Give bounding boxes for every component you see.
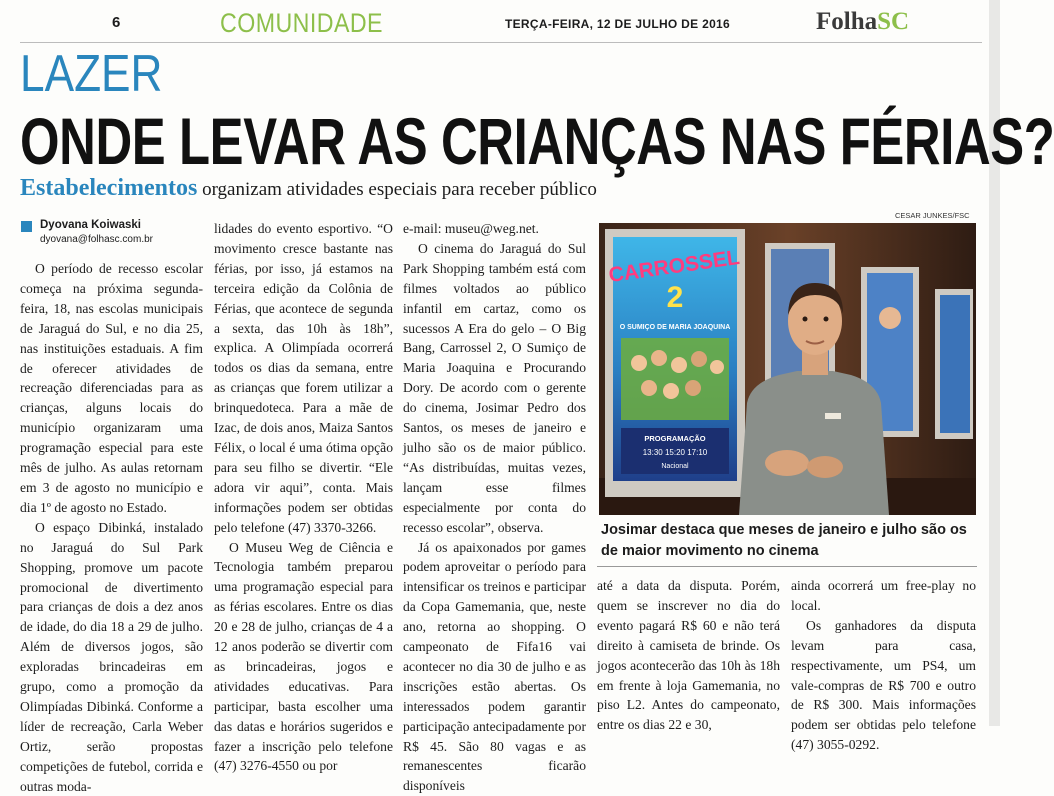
section-title: COMUNIDADE bbox=[220, 8, 383, 39]
article-column-2 bbox=[214, 219, 393, 726]
page-number: 6 bbox=[112, 14, 120, 31]
poster-subtitle: O SUMIÇO DE MARIA JOAQUINA bbox=[620, 324, 731, 331]
article-column-4 bbox=[597, 576, 780, 726]
article-photo bbox=[599, 223, 976, 515]
poster-number: 2 bbox=[667, 281, 684, 314]
photo-caption: Josimar destaca que meses de janeiro e julho são os de maior movimento no cinema bbox=[601, 520, 981, 562]
poster-label: PROGRAMAÇÃO bbox=[644, 434, 705, 443]
article-subhead bbox=[20, 175, 597, 202]
paragraph: O espaço Dibinká, instalado no Jaraguá do Sul Park Shopping, promove um pacote promocional de divertimento para crianças de dois a dez anos de idade, do dia 18 a 29 de julho. Além de diversos jogos, são exploradas brincadeiras em grupo, como a promoção da Olimpíadas Dibinká. Conforme a líder de recreação, Carla Weber Ortiz, serão propostas competições de futebol, corrida e outras moda- bbox=[20, 518, 203, 796]
poster-title: CARROSSEL bbox=[607, 246, 741, 287]
article-column-5 bbox=[791, 576, 976, 726]
paragraph: O cinema do Jaraguá do Sul Park Shopping também está com filmes voltados ao público infantil em cartaz, como os sucessos A Era do gelo – O Big Bang, Carrossel 2, O Sumiço de Maria Joaquina e Procurando Dory. De acordo com o gerente do cinema, Josimar Pedro dos Santos, os meses de janeiro e julho são os de maior público. “As distribuídas, muitas vezes, lançam esse filmes especialmente por conta do recesso escolar”, observa. bbox=[403, 239, 586, 538]
poster-lang: Nacional bbox=[661, 463, 689, 470]
photo-credit: CESAR JUNKES/FSC bbox=[895, 211, 970, 220]
issue-date: TERÇA-FEIRA, 12 DE JULHO DE 2016 bbox=[505, 17, 730, 31]
paragraph: ainda ocorrerá um free-play no local. bbox=[791, 576, 976, 616]
paragraph: O período de recesso escolar começa na próxima segunda-feira, 18, nas escolas municipais de Jaraguá do Sul, e no dia 25, nas instituições estaduais. A fim de oferecer atividades de recreação diferenciadas para as crianças, alguns locais do município organizaram uma programação especial para este mês de julho. As aulas retornam em 3 de agosto no município e dia 1º de agosto no Estado. bbox=[20, 259, 203, 518]
article-kicker: LAZER bbox=[20, 48, 162, 100]
article-column-1 bbox=[20, 259, 203, 726]
poster-times: 13:30 15:20 17:10 bbox=[643, 448, 708, 457]
paragraph: Os ganhadores da disputa levam para casa, respectivamente, um PS4, um vale-compras de R$ 700 e outro de R$ 300. Mais informações podem ser obtidas pelo telefone (47) 3055-0292. bbox=[791, 616, 976, 755]
subhead-rest: organizam atividades especiais para receber público bbox=[197, 179, 597, 200]
author-name: Dyovana Koiwaski bbox=[40, 219, 141, 231]
paragraph: lidades do evento esportivo. “O movimento cresce bastante nas férias, por isso, já estamos na terceira edição da Colônia de Férias, que acontece de segunda a sexta, das 10h às 18h”, explica. A Olimpíada ocorrerá todos os dias da semana, entre as crianças que forem utilizar a brinquedoteca. Para a mãe de Izac, de dois anos, Maiza Santos Félix, o local é uma ótima opção para seu filho se divertir. “Ele adora vir aqui”, conta. Mais informações podem ser obtidas pelo telefone (47) 3370-3266. bbox=[214, 219, 393, 538]
paragraph: até a data da disputa. Porém, quem se inscrever no dia do evento pagará R$ 60 e não terá direito à camiseta de brinde. Os jogos acontecerão das 10h às 18h em frente à loja Gamemania, no piso L2. Antes do campeonato, entre os dias 22 e 30, bbox=[597, 576, 780, 735]
logo-part-2: SC bbox=[877, 8, 909, 35]
paragraph: Já os apaixonados por games podem aproveitar o período para intensificar os treinos e participar da Copa Gamemania, que, neste ano, retorna ao shopping. O campeonato de Fifa16 vai acontecer no dia 30 de julho e as inscrições estão abertas. Os interessados podem garantir participação antecipadamente por R$ 45. São 80 vagas e as remanescentes ficarão disponíveis bbox=[403, 538, 586, 796]
cinema-photo-illustration bbox=[599, 223, 976, 515]
subhead-lead: Estabelecimentos bbox=[20, 175, 197, 201]
article-headline: ONDE LEVAR AS CRIANÇAS NAS FÉRIAS? bbox=[20, 108, 1054, 174]
author-email: dyovana@folhasc.com.br bbox=[40, 234, 153, 245]
caption-rule bbox=[597, 566, 977, 567]
newspaper-logo bbox=[816, 8, 909, 36]
byline-square-icon bbox=[21, 221, 32, 232]
article-column-3 bbox=[403, 219, 586, 726]
paragraph: O Museu Weg de Ciência e Tecnologia também preparou uma programação especial para as férias escolares. Entre os dias 20 e 28 de julho, crianças de 4 a 12 anos poderão se divertir com as brincadeiras, jogos e atividades educativas. Para participar, basta escolher uma das datas e horários sugeridos e fazer a inscrição pelo telefone (47) 3276-4550 ou por bbox=[214, 538, 393, 777]
logo-part-1: Folha bbox=[816, 8, 877, 35]
header-rule bbox=[20, 42, 982, 43]
paragraph: e-mail: museu@weg.net. bbox=[403, 219, 586, 239]
